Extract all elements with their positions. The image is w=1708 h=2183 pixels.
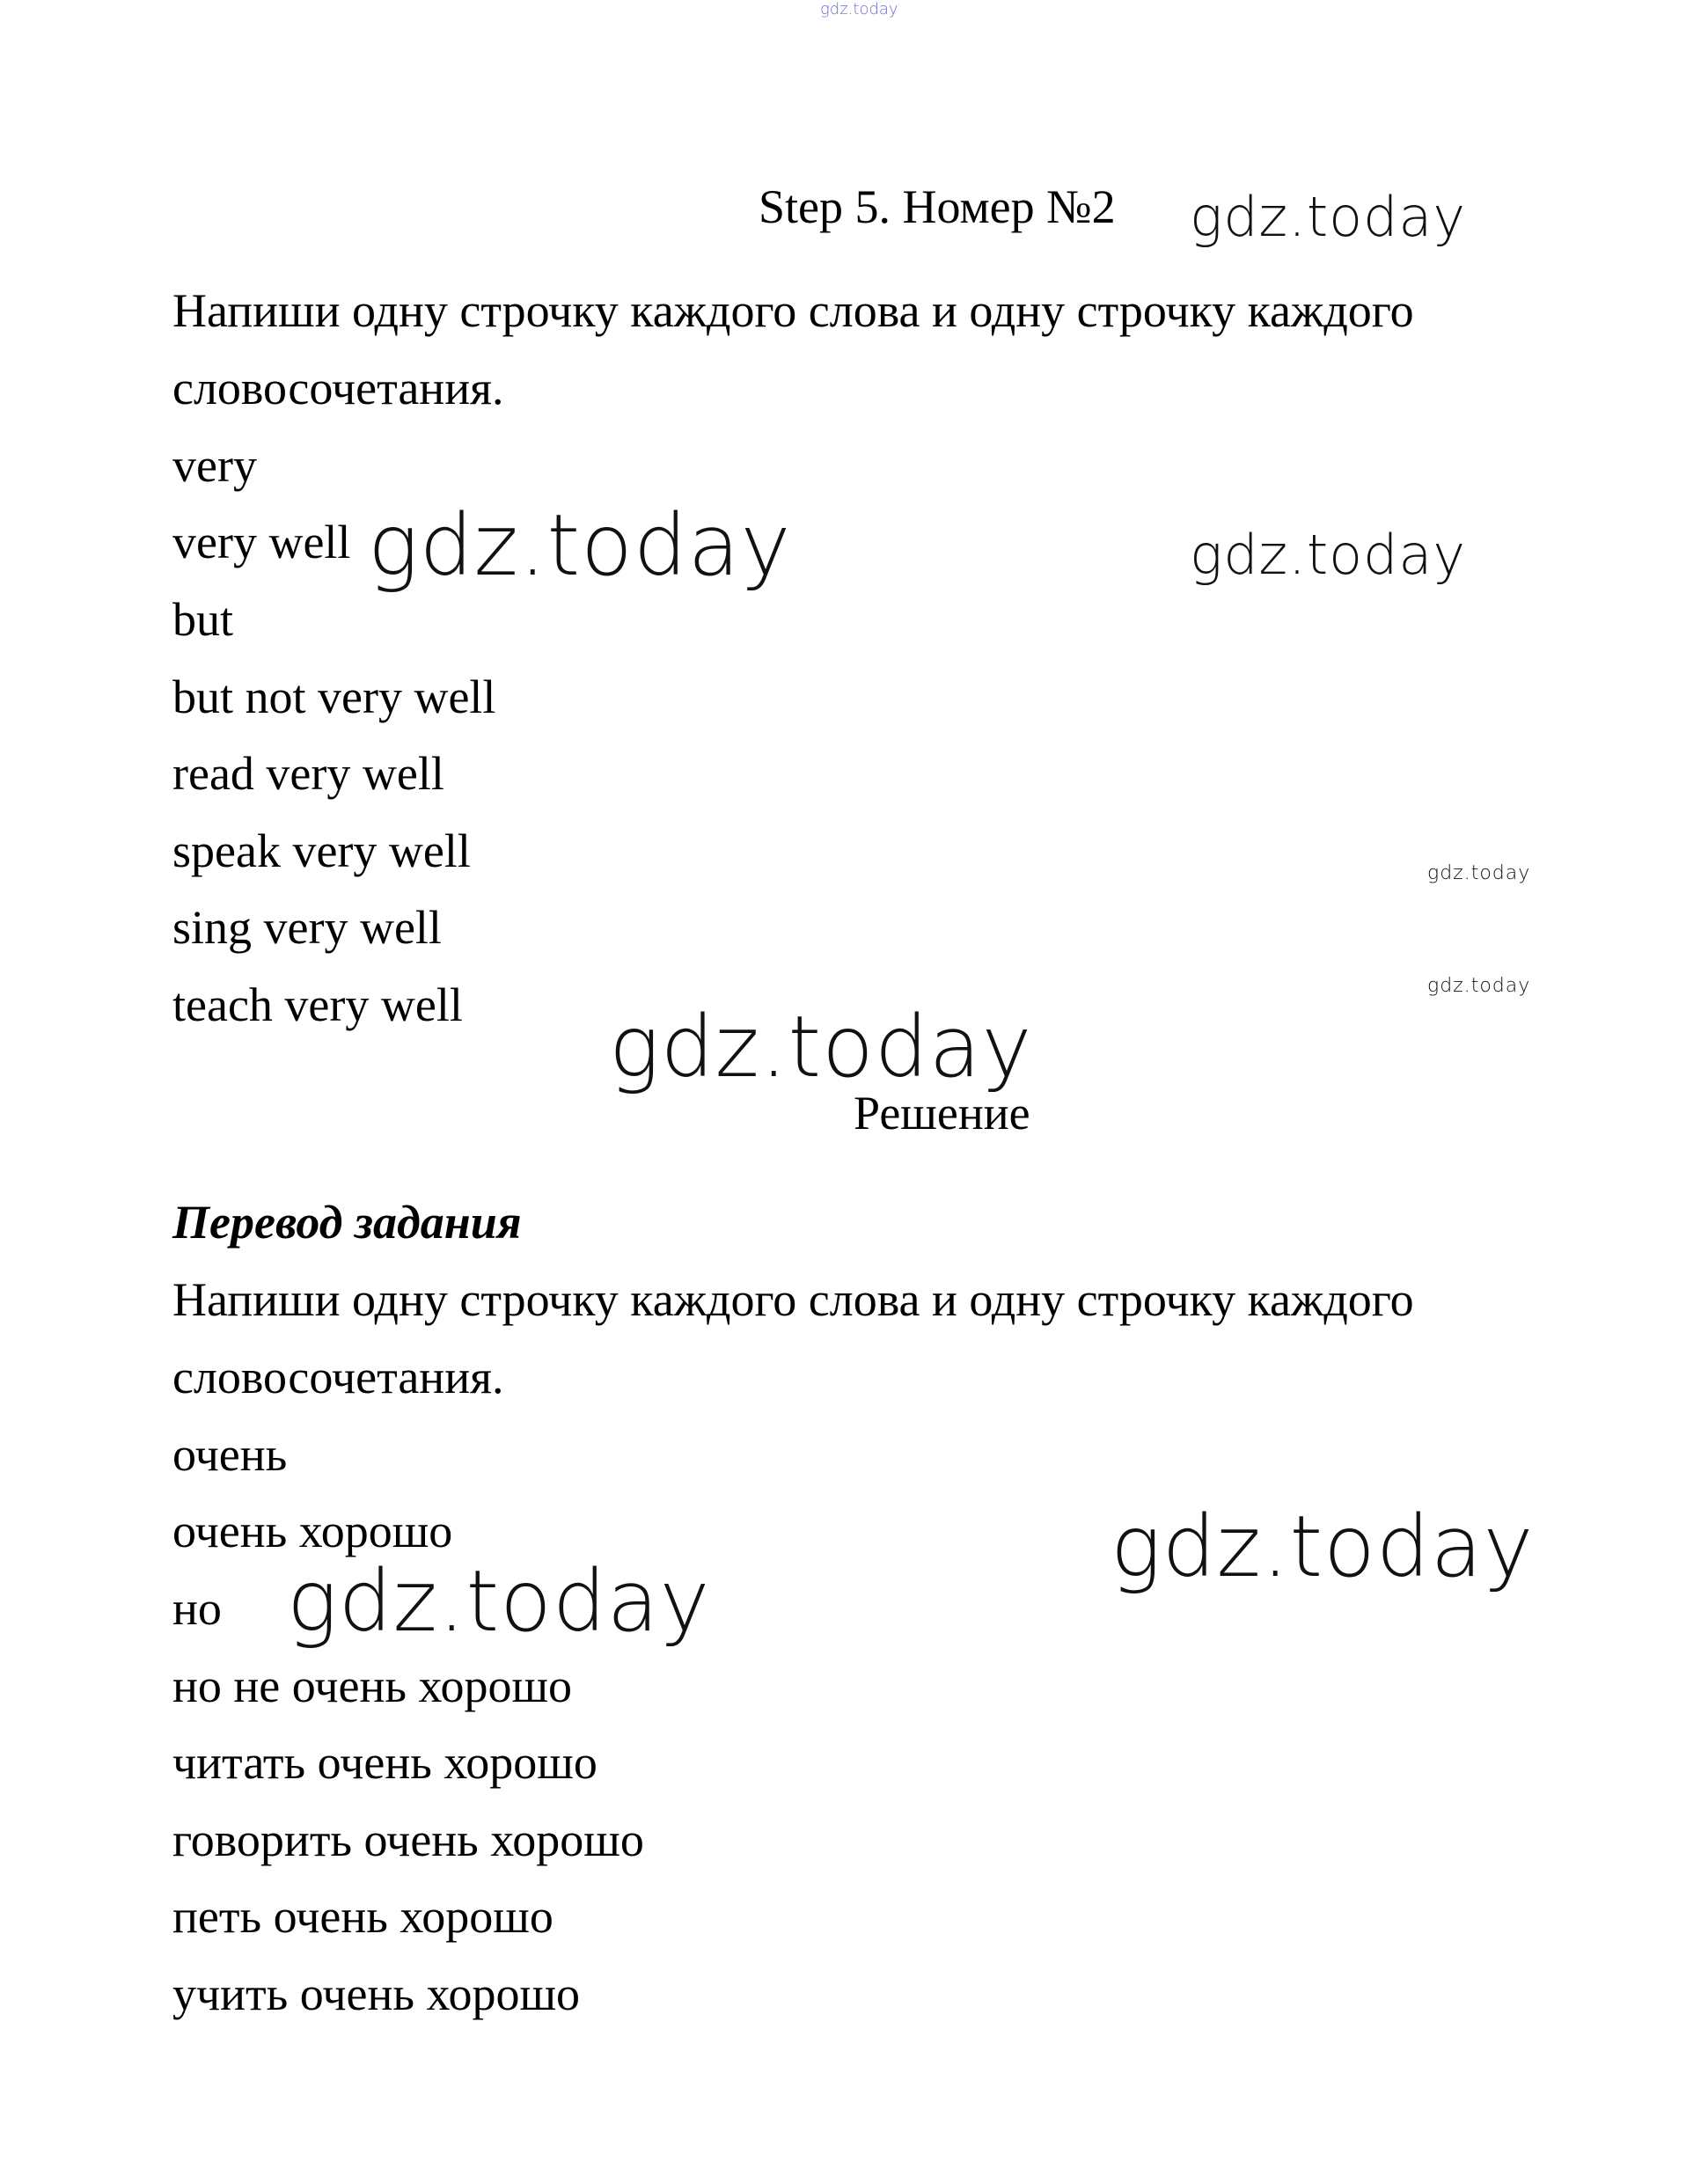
translation-item: читать очень хорошо — [172, 1736, 597, 1789]
translation-item: учить очень хорошо — [172, 1967, 581, 2020]
translation-instruction-line-1: Напиши одну строчку каждого слова и одну строчку каждого — [172, 1273, 1414, 1326]
translation-item: петь очень хорошо — [172, 1890, 553, 1943]
task-instruction-line-1: Напиши одну строчку каждого слова и одну строчку каждого — [172, 284, 1414, 337]
translation-item: говорить очень хорошо — [172, 1813, 644, 1866]
task-item: but — [172, 593, 234, 646]
watermark: gdz.today — [287, 1552, 711, 1651]
task-instruction-line-2: словосочетания. — [172, 362, 504, 414]
translation-item: но — [172, 1582, 222, 1635]
translation-item: очень — [172, 1428, 288, 1481]
watermark: gdz.today — [1190, 185, 1467, 249]
translation-item: очень хорошо — [172, 1505, 453, 1557]
watermark: gdz.today — [1190, 523, 1467, 587]
translation-item: но не очень хорошо — [172, 1659, 573, 1712]
watermark-top: gdz.today — [820, 0, 898, 18]
watermark: gdz.today — [1427, 862, 1531, 884]
task-item: read very well — [172, 747, 444, 800]
task-item: very well — [172, 516, 351, 568]
task-item: but not very well — [172, 670, 496, 723]
solution-heading: Решение — [854, 1087, 1030, 1139]
task-item: teach very well — [172, 978, 463, 1031]
watermark: gdz.today — [609, 998, 1033, 1096]
translation-instruction-line-2: словосочетания. — [172, 1351, 504, 1403]
watermark: gdz.today — [368, 496, 792, 595]
watermark: gdz.today — [1111, 1498, 1535, 1596]
page-title: Step 5. Номер №2 — [759, 180, 1116, 233]
watermark: gdz.today — [1427, 975, 1531, 997]
task-item: speak very well — [172, 824, 471, 877]
task-item: very — [172, 439, 257, 492]
translation-heading: Перевод задания — [172, 1196, 522, 1249]
task-item: sing very well — [172, 901, 442, 954]
